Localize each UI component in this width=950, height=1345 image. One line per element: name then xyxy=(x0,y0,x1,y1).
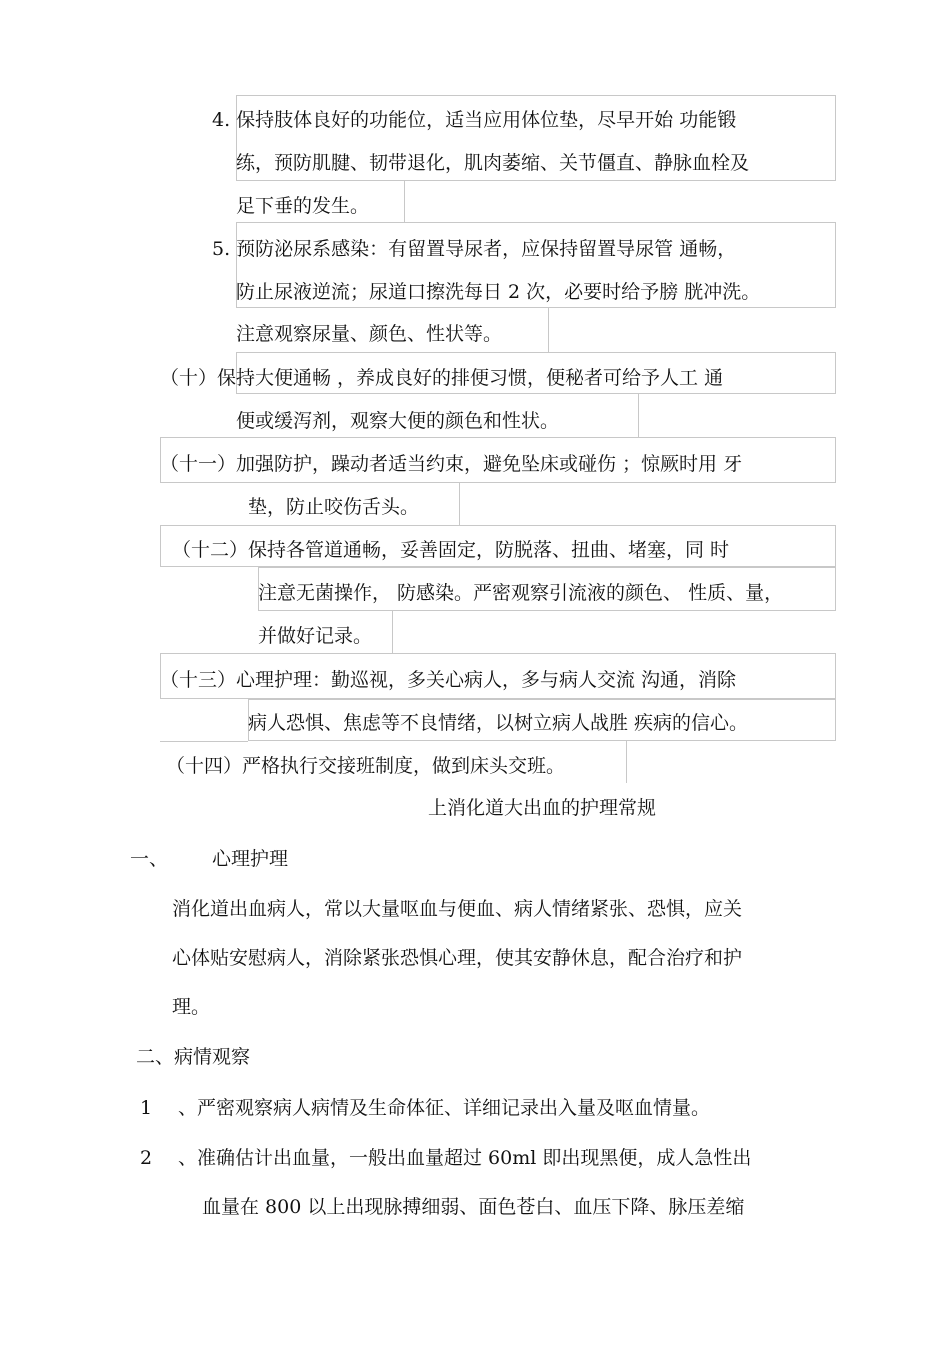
item-14-line-1: （十四）严格执行交接班制度，做到床头交班。 xyxy=(166,755,566,777)
border-line xyxy=(392,611,393,653)
item-13-line-2: 病人恐惧、焦虑等不良情绪，以树立病人战胜 疾病的信心。 xyxy=(248,712,749,734)
section-2-item-1-number: 1 xyxy=(140,1097,153,1119)
border-line xyxy=(404,180,405,222)
section-2-item-2-number: 2 xyxy=(140,1147,153,1169)
item-10-line-1: （十）保持大便通畅 ，养成良好的排便习惯，便秘者可给予人工 通 xyxy=(160,367,724,389)
border-line xyxy=(160,741,248,742)
border-line xyxy=(404,180,836,181)
item-11-line-2: 垫，防止咬伤舌头。 xyxy=(248,496,420,518)
item-12-line-3: 并做好记录。 xyxy=(258,625,373,647)
item-4-line-1: 4. 保持肢体良好的功能位，适当应用体位垫，尽早开始 功能锻 xyxy=(212,109,737,131)
item-12-line-2: 注意无菌操作， 防感染。严密观察引流液的颜色、 性质、量， xyxy=(258,582,784,604)
section-1-line-3: 理。 xyxy=(172,996,211,1018)
section-2-item-2-line-2: 血量在 800 以上出现脉搏细弱、面色苍白、血压下降、脉压差缩 xyxy=(202,1196,745,1218)
section-1-number: 一、 xyxy=(130,848,169,870)
section-1-line-1: 消化道出血病人，常以大量呕血与便血、病人情绪紧张、恐惧，应关 xyxy=(172,898,743,920)
item-10-line-2: 便或缓泻剂，观察大便的颜色和性状。 xyxy=(236,410,560,432)
item-5-line-2: 防止尿液逆流；尿道口擦洗每日 2 次，必要时给予膀 胱冲洗。 xyxy=(236,281,761,303)
item-4-line-3: 足下垂的发生。 xyxy=(236,195,370,217)
item-5-line-1: 5. 预防泌尿系感染：有留置导尿者，应保持留置导尿管 通畅， xyxy=(212,238,737,260)
section-2-heading: 二、病情观察 xyxy=(136,1046,251,1068)
section-1-line-2: 心体贴安慰病人，消除紧张恐惧心理，使其安静休息，配合治疗和护 xyxy=(172,947,743,969)
item-5-line-3: 注意观察尿量、颜色、性状等。 xyxy=(236,323,503,345)
section-2-item-1-line-1: 、严密观察病人病情及生命体征、详细记录出入量及呕血情量。 xyxy=(178,1097,711,1119)
border-line xyxy=(638,394,639,438)
border-line xyxy=(626,741,627,783)
item-11-line-1: （十一）加强防护，躁动者适当约束，避免坠床或碰伤 ；惊厥时用 牙 xyxy=(160,453,743,475)
border-line xyxy=(548,308,549,352)
item-13-line-1: （十三）心理护理：勤巡视，多关心病人，多与病人交流 沟通，消除 xyxy=(160,669,737,691)
document-title: 上消化道大出血的护理常规 xyxy=(428,797,657,819)
section-1-heading: 心理护理 xyxy=(212,848,289,870)
section-2-item-2-line-1: 、准确估计出血量，一般出血量超过 60ml 即出现黑便，成人急性出 xyxy=(178,1147,752,1169)
item-12-line-1: （十二）保持各管道通畅，妥善固定，防脱落、扭曲、堵塞，同 时 xyxy=(172,539,730,561)
item-4-line-2: 练，预防肌腱、韧带退化，肌肉萎缩、关节僵直、静脉血栓及 xyxy=(236,152,750,174)
border-line xyxy=(459,483,460,525)
